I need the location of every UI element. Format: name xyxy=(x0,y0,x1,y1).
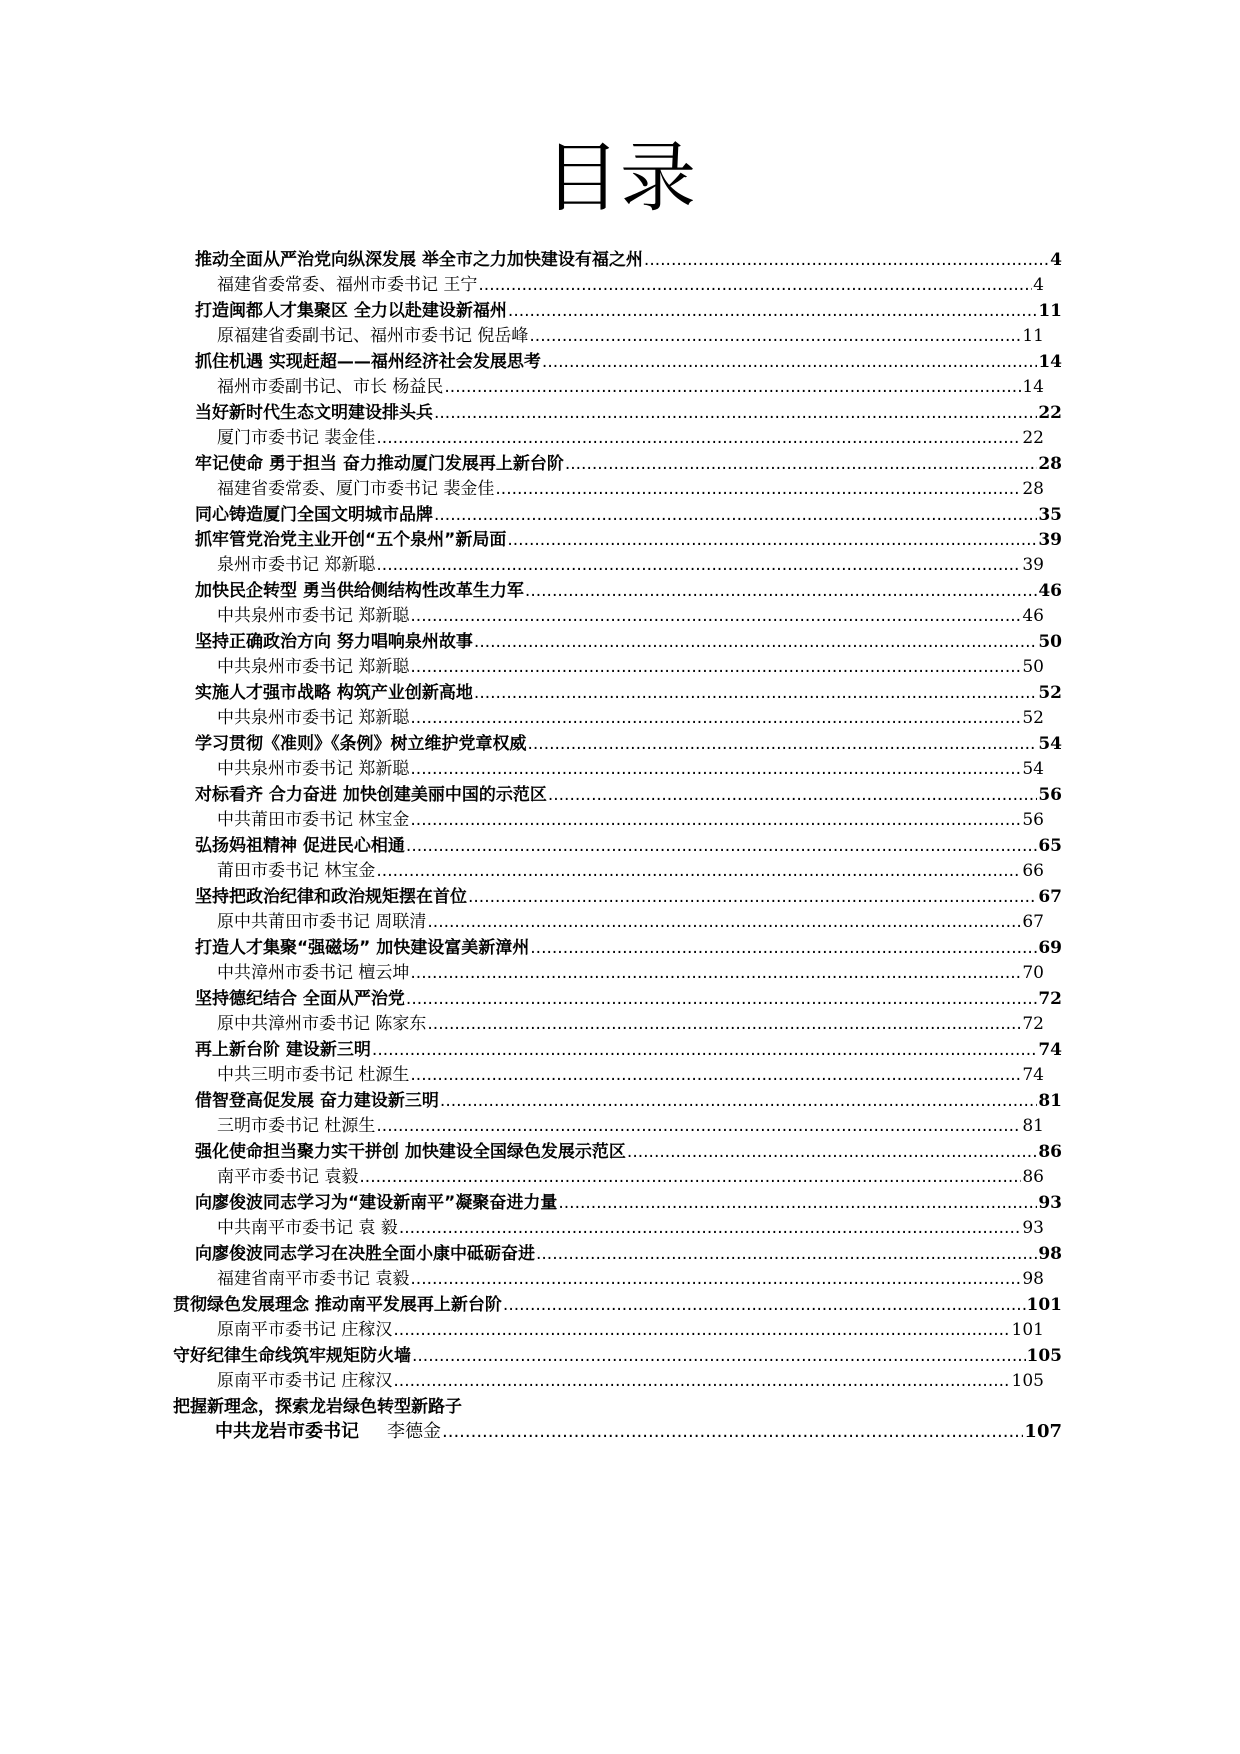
toc-heading[interactable] xyxy=(195,1087,1062,1115)
toc-entry-title: 原中共漳州市委书记 陈家东 xyxy=(217,1014,427,1034)
toc-page-number: 69 xyxy=(1038,938,1062,958)
toc-dot-leader xyxy=(503,1291,1026,1319)
toc-dot-leader xyxy=(525,577,1037,605)
toc-dot-leader xyxy=(627,1138,1037,1166)
toc-page-number: 46 xyxy=(1038,581,1062,601)
toc-page-number: 72 xyxy=(1022,1014,1044,1034)
toc-page-number: 107 xyxy=(1024,1421,1062,1442)
toc-dot-leader xyxy=(393,1367,1010,1395)
toc-entry-title: 弘扬妈祖精神 促进民心相通 xyxy=(195,836,405,856)
toc-heading[interactable] xyxy=(195,934,1062,962)
toc-entry-title: 原福建省委副书记、福州市委书记 倪岳峰 xyxy=(217,326,529,346)
toc-author[interactable] xyxy=(217,806,1044,834)
toc-author[interactable] xyxy=(217,908,1044,936)
toc-page-number: 56 xyxy=(1022,810,1044,830)
toc-heading[interactable] xyxy=(195,348,1062,376)
toc-dot-leader xyxy=(410,704,1021,732)
toc-page-number: 72 xyxy=(1038,989,1062,1009)
toc-entry-title: 同心铸造厦门全国文明城市品牌 xyxy=(195,505,433,525)
toc-entry-title: 南平市委书记 袁毅 xyxy=(217,1167,359,1187)
toc-entry-title: 把握新理念，探索龙岩绿色转型新路子 xyxy=(173,1397,462,1417)
toc-dot-leader xyxy=(478,271,1032,299)
toc-entry-title: 中共漳州市委书记 檀云坤 xyxy=(217,963,410,983)
toc-entry-title: 中共南平市委书记 袁 毅 xyxy=(217,1218,398,1238)
toc-author[interactable] xyxy=(217,1367,1044,1395)
toc-dot-leader xyxy=(427,1010,1021,1038)
toc-author[interactable] xyxy=(217,322,1044,350)
toc-page-number: 67 xyxy=(1022,912,1044,932)
toc-author[interactable] xyxy=(217,1163,1044,1191)
toc-dot-leader xyxy=(410,1265,1021,1293)
toc-page-number: 46 xyxy=(1022,606,1044,626)
toc-author[interactable] xyxy=(217,755,1044,783)
toc-dot-leader xyxy=(359,1163,1021,1191)
toc-page-number: 56 xyxy=(1038,785,1062,805)
toc-entry-title: 借智登高促发展 奋力建设新三明 xyxy=(195,1091,439,1111)
toc-page-number: 28 xyxy=(1038,454,1062,474)
toc-page-number: 98 xyxy=(1038,1244,1062,1264)
toc-heading[interactable] xyxy=(173,1393,1062,1421)
toc-dot-leader xyxy=(644,246,1049,274)
toc-page-number: 54 xyxy=(1038,734,1062,754)
toc-entry-title: 中共泉州市委书记 郑新聪 xyxy=(217,657,410,677)
toc-page-number: 39 xyxy=(1038,530,1062,550)
toc-dot-leader xyxy=(406,832,1037,860)
toc-dot-leader xyxy=(495,475,1021,503)
toc-dot-leader xyxy=(507,526,1037,554)
toc-entry-title: 牢记使命 勇于担当 奋力推动厦门发展再上新台阶 xyxy=(195,454,564,474)
toc-author[interactable] xyxy=(217,271,1044,299)
toc-entry-title: 学习贯彻《准则》《条例》树立维护党章权威 xyxy=(195,734,527,754)
toc-page-number: 22 xyxy=(1038,403,1062,423)
toc-entry-title: 泉州市委书记 郑新聪 xyxy=(217,555,376,575)
toc-dot-leader xyxy=(558,1189,1037,1217)
toc-author[interactable] xyxy=(217,602,1044,630)
toc-heading[interactable] xyxy=(195,1138,1062,1166)
toc-heading[interactable] xyxy=(195,577,1062,605)
toc-page-number: 50 xyxy=(1038,632,1062,652)
toc-heading[interactable] xyxy=(195,679,1062,707)
toc-page-number: 4 xyxy=(1050,250,1062,270)
toc-author[interactable] xyxy=(217,959,1044,987)
toc-entry-title: 厦门市委书记 裴金佳 xyxy=(217,428,376,448)
toc-dot-leader xyxy=(376,424,1021,452)
toc-page-number: 28 xyxy=(1022,479,1044,499)
toc-page-number: 4 xyxy=(1033,275,1044,295)
toc-dot-leader xyxy=(536,1240,1037,1268)
toc-heading[interactable] xyxy=(195,297,1062,325)
toc-heading[interactable] xyxy=(195,1240,1062,1268)
toc-heading[interactable] xyxy=(195,501,1062,529)
toc-entry-title: 莆田市委书记 林宝金 xyxy=(217,861,376,881)
toc-author[interactable] xyxy=(217,1265,1044,1293)
toc-dot-leader xyxy=(376,1112,1021,1140)
toc-dot-leader xyxy=(399,1214,1022,1242)
toc-page-number: 54 xyxy=(1022,759,1044,779)
toc-dot-leader xyxy=(372,1036,1037,1064)
toc-author[interactable] xyxy=(217,1316,1044,1344)
toc-page-number: 81 xyxy=(1038,1091,1062,1111)
toc-author[interactable] xyxy=(217,1061,1044,1089)
toc-dot-leader xyxy=(565,450,1037,478)
toc-page-number: 52 xyxy=(1038,683,1062,703)
toc-entry-title: 三明市委书记 杜源生 xyxy=(217,1116,376,1136)
toc-page-number: 22 xyxy=(1022,428,1044,448)
toc-entry-title: 推动全面从严治党向纵深发展 举全市之力加快建设有福之州 xyxy=(195,250,643,270)
toc-dot-leader xyxy=(427,908,1021,936)
toc-dot-leader xyxy=(393,1316,1010,1344)
toc-page-number: 93 xyxy=(1038,1193,1062,1213)
toc-entry-title: 原南平市委书记 庄稼汉 xyxy=(217,1371,393,1391)
toc-entry-title: 抓牢管党治党主业开创“五个泉州”新局面 xyxy=(195,530,507,550)
toc-page-number: 74 xyxy=(1038,1040,1062,1060)
toc-dot-leader xyxy=(444,373,1021,401)
toc-page-number: 67 xyxy=(1038,887,1062,907)
toc-page-number: 86 xyxy=(1022,1167,1044,1187)
toc-entry-title: 打造人才集聚“强磁场” 加快建设富美新漳州 xyxy=(195,938,530,958)
toc-heading[interactable] xyxy=(195,246,1062,274)
toc-heading[interactable] xyxy=(195,450,1062,478)
toc-page-number: 65 xyxy=(1038,836,1062,856)
toc-dot-leader xyxy=(410,806,1021,834)
toc-dot-leader xyxy=(410,602,1021,630)
toc-author[interactable] xyxy=(217,857,1044,885)
toc-author[interactable] xyxy=(217,1214,1044,1242)
toc-entry-title: 贯彻绿色发展理念 推动南平发展再上新台阶 xyxy=(173,1295,502,1315)
toc-entry-title: 打造闽都人才集聚区 全力以赴建设新福州 xyxy=(195,301,507,321)
toc-dot-leader xyxy=(474,679,1037,707)
toc-page-number: 14 xyxy=(1022,377,1044,397)
toc-entry-title: 当好新时代生态文明建设排头兵 xyxy=(195,403,433,423)
toc-page-number: 105 xyxy=(1026,1346,1062,1366)
toc-author[interactable] xyxy=(217,1112,1044,1140)
toc-entry-title: 福建省南平市委书记 袁毅 xyxy=(217,1269,410,1289)
toc-dot-leader xyxy=(376,857,1021,885)
toc-dot-leader xyxy=(474,628,1037,656)
toc-dot-leader xyxy=(508,297,1037,325)
toc-dot-leader xyxy=(376,551,1021,579)
toc-dot-leader xyxy=(410,959,1021,987)
toc-author[interactable] xyxy=(217,1010,1044,1038)
toc-page-number: 52 xyxy=(1022,708,1044,728)
toc-heading[interactable] xyxy=(195,781,1062,809)
toc-dot-leader xyxy=(468,883,1037,911)
toc-entry-title: 向廖俊波同志学习为“建设新南平”凝聚奋进力量 xyxy=(195,1193,558,1213)
toc-entry-title: 坚持把政治纪律和政治规矩摆在首位 xyxy=(195,887,467,907)
toc-heading[interactable] xyxy=(173,1291,1062,1319)
toc-entry-title: 福建省委常委、福州市委书记 王宁 xyxy=(217,275,478,295)
toc-entry-title: 中共三明市委书记 杜源生 xyxy=(217,1065,410,1085)
toc-heading[interactable] xyxy=(195,1189,1062,1217)
toc-author[interactable] xyxy=(217,475,1044,503)
toc-dot-leader xyxy=(542,348,1037,376)
toc-dot-leader xyxy=(434,501,1037,529)
toc-dot-leader xyxy=(548,781,1037,809)
toc-entry-title: 福州市委副书记、市长 杨益民 xyxy=(217,377,444,397)
toc-heading[interactable] xyxy=(195,628,1062,656)
toc-heading[interactable] xyxy=(195,526,1062,554)
toc-entry-title: 中共泉州市委书记 郑新聪 xyxy=(217,606,410,626)
toc-entry-title: 中共泉州市委书记 郑新聪 xyxy=(217,759,410,779)
toc-dot-leader xyxy=(412,1342,1026,1370)
toc-page-number: 11 xyxy=(1022,326,1044,346)
toc-author[interactable] xyxy=(217,424,1044,452)
toc-dot-leader xyxy=(434,399,1037,427)
toc-page-number: 35 xyxy=(1038,505,1062,525)
toc-page-number: 66 xyxy=(1022,861,1044,881)
toc-page-number: 93 xyxy=(1022,1218,1044,1238)
toc-entry-title: 加快民企转型 勇当供给侧结构性改革生力军 xyxy=(195,581,524,601)
toc-dot-leader xyxy=(528,730,1038,758)
toc-heading[interactable] xyxy=(195,1036,1062,1064)
toc-entry-title: 守好纪律生命线筑牢规矩防火墙 xyxy=(173,1346,411,1366)
toc-dot-leader xyxy=(529,322,1021,350)
toc-dot-leader xyxy=(410,653,1021,681)
toc-page-number: 101 xyxy=(1026,1295,1062,1315)
toc-entry-title: 中共泉州市委书记 郑新聪 xyxy=(217,708,410,728)
toc-entry-title: 中共龙岩市委书记 xyxy=(215,1421,359,1442)
toc-author[interactable] xyxy=(217,653,1044,681)
toc-dot-leader xyxy=(406,985,1037,1013)
toc-page-number: 101 xyxy=(1011,1320,1044,1340)
toc-entry-title: 原南平市委书记 庄稼汉 xyxy=(217,1320,393,1340)
toc-page-number: 86 xyxy=(1038,1142,1062,1162)
toc-page-number: 81 xyxy=(1022,1116,1044,1136)
toc-entry-title: 强化使命担当聚力实干拼创 加快建设全国绿色发展示范区 xyxy=(195,1142,626,1162)
toc-author[interactable] xyxy=(215,1418,1062,1446)
toc-entry-title: 坚持正确政治方向 努力唱响泉州故事 xyxy=(195,632,473,652)
toc-entry-author-name: 李德金 xyxy=(387,1421,441,1442)
toc-heading[interactable] xyxy=(195,985,1062,1013)
page-title: 目录 xyxy=(544,133,696,222)
toc-dot-leader xyxy=(442,1418,1023,1446)
toc-entry-title: 再上新台阶 建设新三明 xyxy=(195,1040,371,1060)
toc-page-number: 74 xyxy=(1022,1065,1044,1085)
toc-page-number: 70 xyxy=(1022,963,1044,983)
toc-entry-title: 原中共莆田市委书记 周联清 xyxy=(217,912,427,932)
toc-page-number: 39 xyxy=(1022,555,1044,575)
toc-dot-leader xyxy=(410,755,1021,783)
toc-dot-leader xyxy=(530,934,1037,962)
toc-page-number: 105 xyxy=(1011,1371,1044,1391)
toc-page-number: 98 xyxy=(1022,1269,1044,1289)
toc-entry-title: 实施人才强市战略 构筑产业创新高地 xyxy=(195,683,473,703)
toc-dot-leader xyxy=(410,1061,1021,1089)
toc-author[interactable] xyxy=(217,704,1044,732)
toc-heading[interactable] xyxy=(195,883,1062,911)
toc-author[interactable] xyxy=(217,551,1044,579)
toc-entry-title: 向廖俊波同志学习在决胜全面小康中砥砺奋进 xyxy=(195,1244,535,1264)
toc-heading[interactable] xyxy=(195,399,1062,427)
toc-entry-title: 中共莆田市委书记 林宝金 xyxy=(217,810,410,830)
toc-author[interactable] xyxy=(217,373,1044,401)
toc-dot-leader xyxy=(440,1087,1037,1115)
toc-page-number: 11 xyxy=(1038,301,1062,321)
toc-page-number: 14 xyxy=(1038,352,1062,372)
toc-heading[interactable] xyxy=(173,1342,1062,1370)
toc-entry-title: 福建省委常委、厦门市委书记 裴金佳 xyxy=(217,479,495,499)
toc-entry-title: 坚持德纪结合 全面从严治党 xyxy=(195,989,405,1009)
toc-entry-title: 对标看齐 合力奋进 加快创建美丽中国的示范区 xyxy=(195,785,547,805)
toc-entry-title: 抓住机遇 实现赶超——福州经济社会发展思考 xyxy=(195,352,541,372)
toc-heading[interactable] xyxy=(195,730,1062,758)
toc-page-number: 50 xyxy=(1022,657,1044,677)
toc-heading[interactable] xyxy=(195,832,1062,860)
